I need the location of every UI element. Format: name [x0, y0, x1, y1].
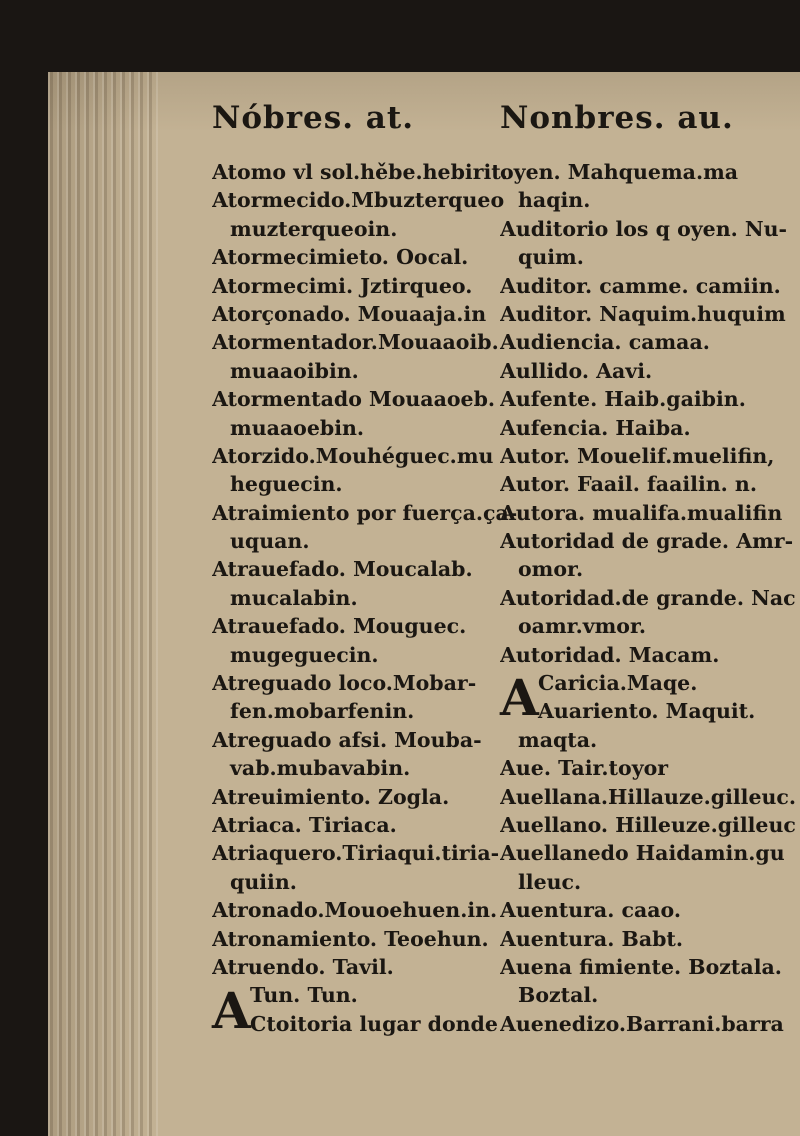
entry-line: Auariento. Maquit.: [538, 699, 756, 724]
entry-line: Atorzido.Mouhéguec.mu: [212, 443, 494, 468]
entry-line: Tun. Tun.: [250, 983, 358, 1008]
entry-line: Auellanedo Haidamin.gu: [500, 841, 785, 866]
entry-line: Atormentado Mouaaoeb.: [212, 387, 496, 412]
entry-line: Atrauefado. Mouguec.: [212, 614, 467, 639]
entry-line: heguecin.: [230, 472, 343, 497]
entry-line: muaaoibin.: [230, 358, 359, 383]
entry-line: Auenedizo.Barrani.barra: [500, 1011, 784, 1036]
entry-line: Aufencia. Haiba.: [500, 415, 691, 440]
entry-line: Atorçonado. Mouaaja.in: [212, 301, 487, 326]
entry-line: oamr.vmor.: [518, 614, 647, 639]
entry-line: Autora. mualifa.mualifin: [500, 500, 783, 525]
entry-line: Auellano. Hilleuze.gilleuc: [500, 812, 796, 837]
entry-line: Atruendo. Tavil.: [212, 954, 394, 979]
entry-line: mugeguecin.: [230, 642, 379, 667]
entry-line: Auentura. Babt.: [500, 926, 684, 951]
entry-line: maqta.: [518, 727, 598, 752]
entry-line: Atriaca. Tiriaca.: [212, 812, 397, 837]
drop-initial: A: [500, 668, 539, 728]
entry-line: uquan.: [230, 529, 310, 554]
entry-line: Atomo vl sol.hěbe.hebirit.: [212, 160, 508, 184]
entry-line: Auellana.Hillauze.gilleuc.: [500, 784, 797, 809]
entry-line: Autor. Mouelif.muelifin,: [500, 443, 775, 468]
entry-line: Atronamiento. Teoehun.: [212, 926, 489, 951]
entry-line: Atriaquero.Tiriaqui.tiria-: [212, 841, 500, 866]
entry-line: fen.mobarfenin.: [230, 699, 415, 724]
left-column: [212, 158, 522, 1038]
entry-line: oyen. Mahquema.ma: [500, 160, 739, 184]
entry-line: Autoridad. Macam.: [500, 642, 720, 667]
drop-initial: A: [212, 980, 251, 1040]
entry-line: Atraimiento por fuerça.ça-: [212, 500, 518, 525]
entry-line: Atreguado loco.Mobar-: [212, 671, 477, 696]
page-gutter: [48, 72, 158, 1136]
entry-line: Autoridad de grade. Amr-: [500, 529, 794, 554]
entry-line: Atreuimiento. Zogla.: [212, 784, 450, 809]
entry-line: Audiencia. camaa.: [500, 330, 710, 355]
entry-line: Autor. Faail. faailin. n.: [500, 472, 757, 497]
entry-line: Auditor. Naquim.huquim: [500, 301, 786, 326]
entry-line: omor.: [518, 557, 584, 582]
entry-line: mucalabin.: [230, 585, 358, 610]
entry-line: Atormecimieto. Oocal.: [212, 245, 469, 270]
entry-line: Atronado.Mouoehuen.in.: [212, 898, 498, 923]
left-column-header: Nóbres. at.: [212, 100, 414, 136]
entry-line: haqin.: [518, 188, 591, 213]
entry-line: Atormecimi. Jztirqueo.: [212, 273, 473, 298]
entry-line: Auena fimiente. Boztala.: [500, 954, 782, 979]
entry-line: lleuc.: [518, 869, 582, 894]
entry-line: Auentura. caao.: [500, 898, 681, 923]
entry-line: quim.: [518, 245, 584, 270]
right-column: [500, 158, 800, 1038]
entry-line: muzterqueoin.: [230, 216, 398, 241]
right-column-header: Nonbres. au.: [500, 100, 734, 136]
entry-line: Caricia.Maqe.: [538, 671, 698, 696]
entry-line: Ctoitoria lugar donde: [250, 1011, 498, 1036]
entry-line: Atrauefado. Moucalab.: [212, 557, 473, 582]
entry-line: Atreguado afsi. Mouba-: [212, 727, 482, 752]
entry-line: Aufente. Haib.gaibin.: [500, 387, 746, 412]
entry-line: Auditor. camme. camiin.: [500, 273, 781, 298]
entry-line: Autoridad.de grande. Nac: [500, 585, 796, 610]
entry-line: Boztal.: [518, 983, 599, 1008]
entry-line: Aue. Tair.toyor: [500, 756, 669, 781]
entry-line: Atormecido.Mbuzterqueo: [212, 188, 505, 213]
entry-line: muaaoebin.: [230, 415, 365, 440]
entry-line: Atormentador.Mouaaoib.: [212, 330, 499, 355]
entry-line: quiin.: [230, 869, 297, 894]
entry-line: Auditorio los q oyen. Nu-: [500, 216, 788, 241]
entry-line: Aullido. Aavi.: [500, 358, 653, 383]
entry-line: vab.mubavabin.: [230, 756, 411, 781]
